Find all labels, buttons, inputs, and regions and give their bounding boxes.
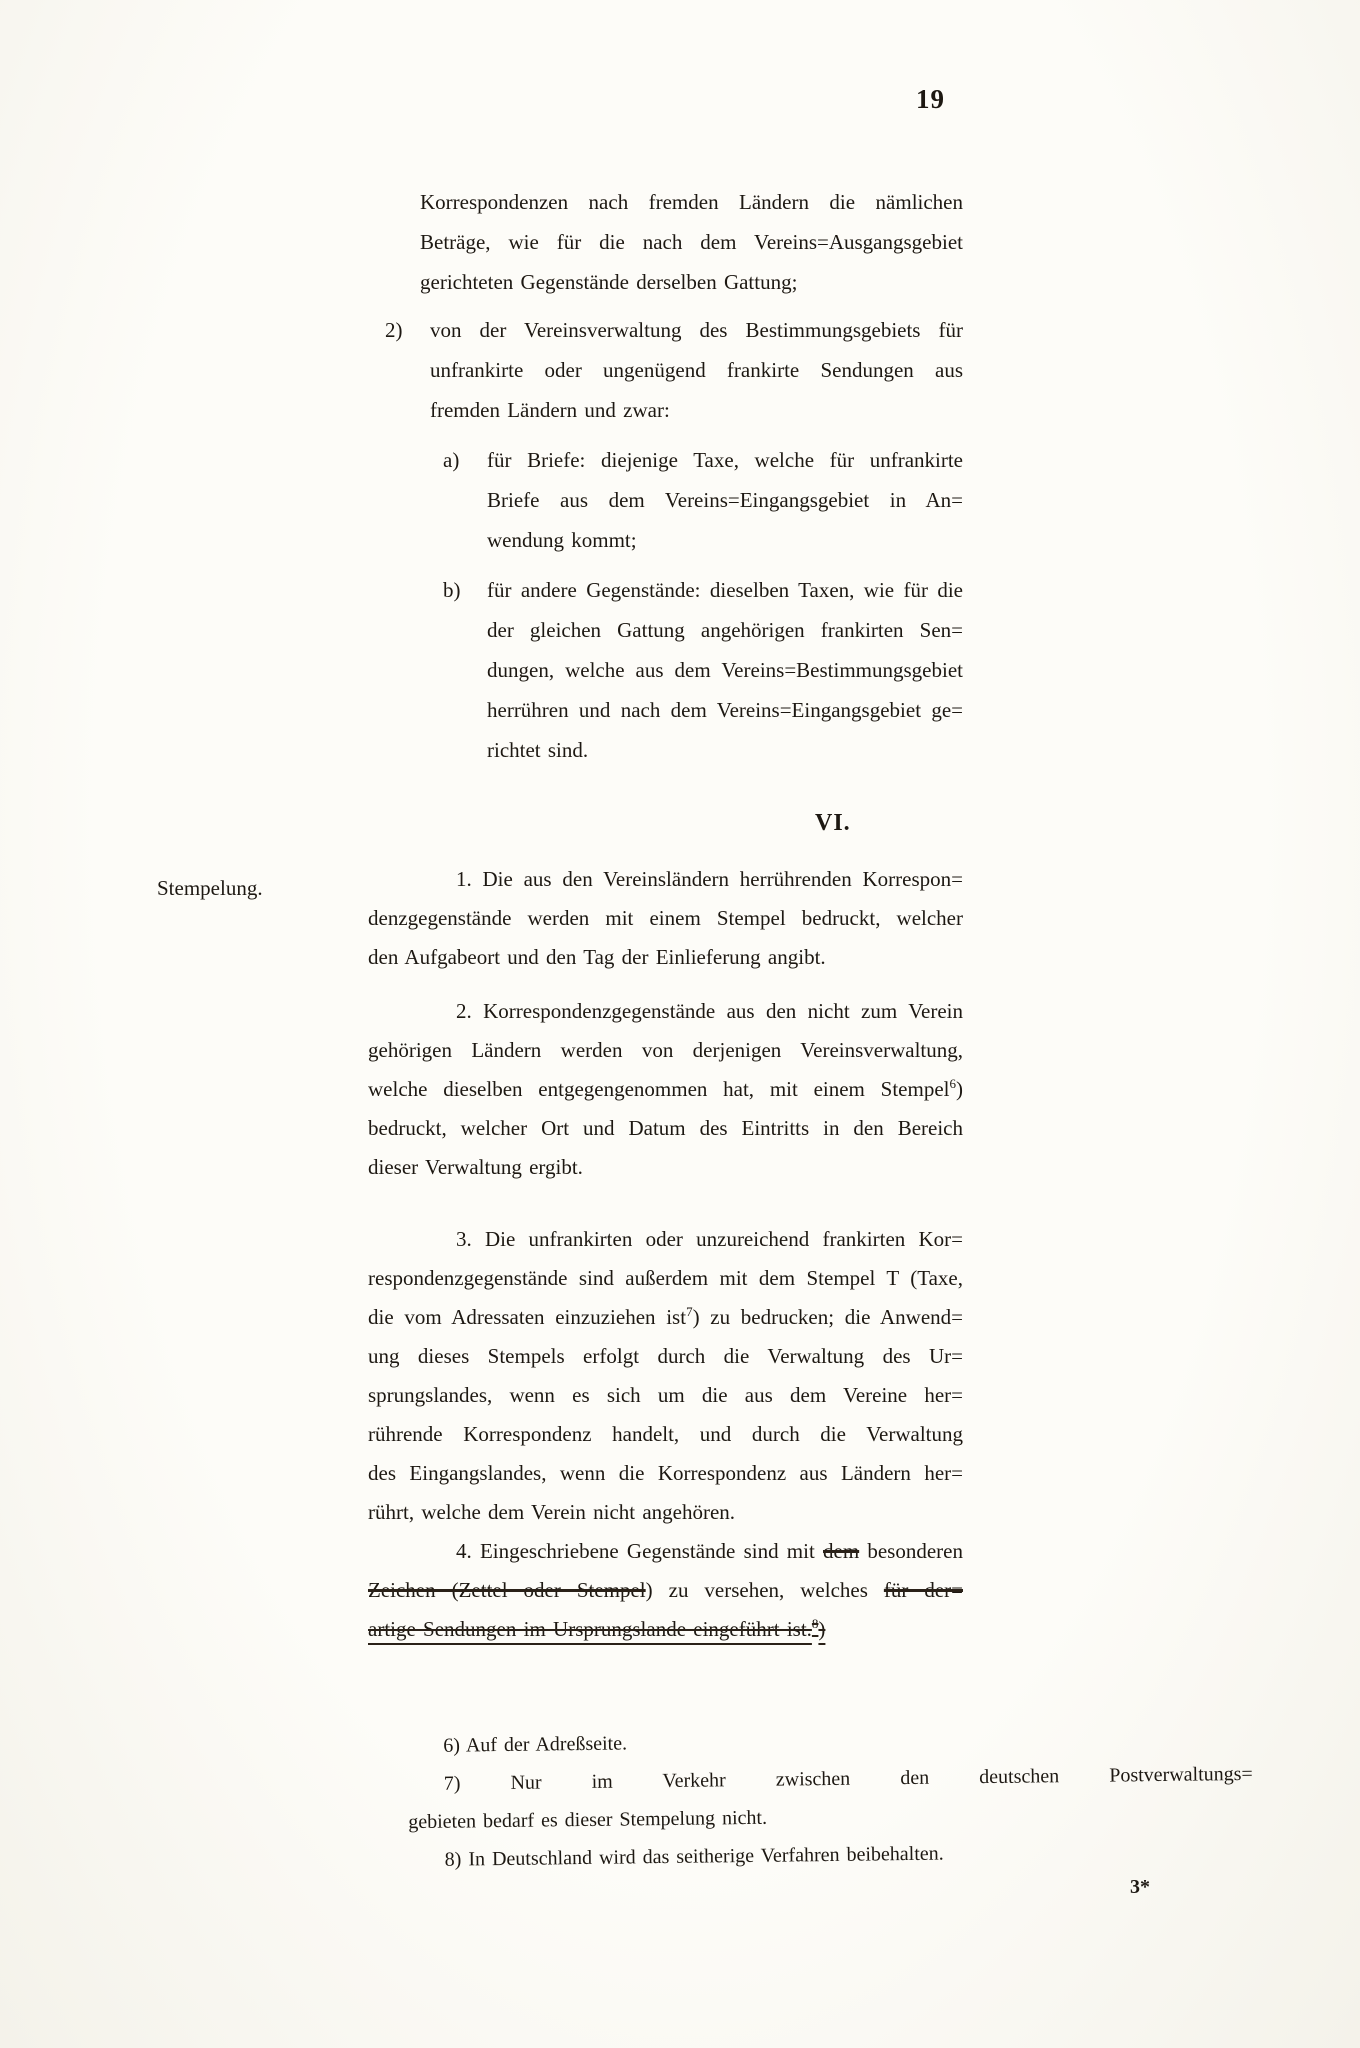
text-segment: des Eingangslandes, wenn die Korrespondenz aus Ländern her= <box>368 1461 963 1485</box>
text-segment: ) zu versehen, welches <box>645 1578 884 1602</box>
text-segment: rührt, welche dem Verein nicht angehören. <box>368 1500 736 1524</box>
text-segment: von der Vereinsverwaltung des Bestimmungsgebiets für <box>430 318 963 342</box>
sub-item-b <box>443 570 963 770</box>
text-segment: herrühren und nach dem Vereins=Eingangsgebiet ge= <box>487 698 963 722</box>
text-line <box>368 1220 963 1259</box>
text-line <box>430 390 963 430</box>
section-heading-vi: VI. <box>815 810 851 836</box>
text-segment: sprungslandes, wenn es sich um die aus dem Vereine her= <box>368 1383 963 1407</box>
footnotes-block <box>407 1717 1254 1879</box>
sub-item-a-lines <box>487 440 963 560</box>
text-line <box>368 1148 963 1187</box>
text-line <box>368 1376 963 1415</box>
text-line <box>430 310 963 350</box>
sub-item-a <box>443 440 963 560</box>
struck-text-segment: dem <box>823 1539 860 1563</box>
text-line <box>368 1610 963 1649</box>
text-line <box>487 650 963 690</box>
text-segment: Beträge, wie für die nach dem Vereins=Ausgangsgebiet <box>420 230 963 254</box>
text-line <box>420 262 963 302</box>
paragraph-2 <box>368 992 963 1187</box>
text-line <box>368 1298 963 1337</box>
text-segment: für Briefe: diejenige Taxe, welche für unfrankirte <box>487 448 963 472</box>
text-line <box>420 182 963 222</box>
main-paragraphs <box>368 860 963 1649</box>
text-line <box>487 730 963 770</box>
text-segment: bedruckt, welcher Ort und Datum des Eintritts in den Bereich <box>368 1116 963 1140</box>
text-line <box>420 222 963 262</box>
text-segment: fremden Ländern und zwar: <box>430 398 670 422</box>
sub-item-a-marker: a) <box>443 448 460 472</box>
text-segment: ) zu bedrucken; die Anwend= <box>692 1305 963 1329</box>
text-segment: ung dieses Stempels erfolgt durch die Verwaltung des Ur= <box>368 1344 963 1368</box>
text-line <box>368 1031 963 1070</box>
text-segment: den Aufgabeort und den Tag der Einlieferung angibt. <box>368 945 826 969</box>
text-segment: wendung kommt; <box>487 528 637 552</box>
struck-text-segment: artige Sendungen im Ursprungslande eingeführt ist. <box>368 1617 812 1641</box>
margin-note-stempelung: Stempelung. <box>157 876 263 900</box>
sub-item-b-marker: b) <box>443 578 461 602</box>
text-segment: Briefe aus dem Vereins=Eingangsgebiet in An= <box>487 488 963 512</box>
text-line <box>487 520 963 560</box>
text-segment: rührende Korrespondenz handelt, und durch die Verwaltung <box>368 1422 963 1446</box>
paragraph-1 <box>368 860 963 977</box>
text-segment: 1. Die aus den Vereinsländern herrührenden Korrespon= <box>456 867 963 891</box>
text-line <box>368 992 963 1031</box>
text-segment: gehörigen Ländern werden von derjenigen Vereinsverwaltung, <box>368 1038 963 1062</box>
text-line <box>368 1493 963 1532</box>
text-line <box>368 938 963 977</box>
text-segment: Korrespondenzen nach fremden Ländern die nämlichen <box>420 190 963 214</box>
text-line <box>487 690 963 730</box>
text-segment: besonderen <box>859 1539 963 1563</box>
text-segment: welche dieselben entgegengenommen hat, mit einem Stempel <box>368 1077 950 1101</box>
footnote-reference: 6 <box>949 1076 956 1091</box>
text-segment: gebieten bedarf es dieser Stempelung nicht. <box>408 1806 768 1834</box>
paragraph-3 <box>368 1220 963 1532</box>
text-segment: respondenzgegenstände sind außerdem mit dem Stempel T (Taxe, <box>368 1266 963 1290</box>
text-segment: der gleichen Gattung angehörigen frankirten Sen= <box>487 618 963 642</box>
text-line <box>368 1415 963 1454</box>
text-segment: gerichteten Gegenstände derselben Gattung; <box>420 270 798 294</box>
struck-text-segment: Zeichen (Zettel oder Stempel <box>368 1578 646 1602</box>
text-line <box>487 440 963 480</box>
text-segment: 3. Die unfrankirten oder unzureichend frankirten Kor= <box>456 1227 963 1251</box>
list-item-2 <box>385 310 963 430</box>
text-line <box>368 899 963 938</box>
signature-mark: 3* <box>1130 1876 1150 1898</box>
sub-item-b-lines <box>487 570 963 770</box>
text-line <box>368 1337 963 1376</box>
list-item-2-marker: 2) <box>385 318 403 342</box>
text-line <box>368 1571 963 1610</box>
text-segment: ) <box>956 1077 963 1101</box>
text-segment: dieser Verwaltung ergibt. <box>368 1155 583 1179</box>
paragraph-4 <box>368 1532 963 1649</box>
footnote-reference: 7 <box>686 1304 693 1319</box>
text-segment: 7) Nur im Verkehr zwischen den deutschen Postverwaltungs= <box>443 1762 1253 1795</box>
text-segment: die vom Adressaten einzuziehen ist <box>368 1305 687 1329</box>
text-segment: denzgegenstände werden mit einem Stempel bedruckt, welcher <box>368 906 963 930</box>
text-line <box>368 1070 963 1109</box>
page-number: 19 <box>916 84 945 114</box>
text-line <box>368 1259 963 1298</box>
text-segment: richtet sind. <box>487 738 589 762</box>
text-segment: 4. Eingeschriebene Gegenstände sind mit <box>456 1539 823 1563</box>
text-line <box>430 350 963 390</box>
text-line <box>487 610 963 650</box>
struck-text-segment: 8 <box>811 1616 819 1631</box>
text-line <box>368 1109 963 1148</box>
text-line <box>368 860 963 899</box>
struck-text-segment: für der= <box>883 1578 963 1602</box>
text-segment: 2. Korrespondenzgegenstände aus den nicht zum Verein <box>456 999 963 1023</box>
struck-text-segment: ) <box>818 1617 826 1641</box>
text-segment: unfrankirte oder ungenügend frankirte Sendungen aus <box>430 358 963 382</box>
text-line <box>487 570 963 610</box>
text-segment: 6) Auf der Adreßseite. <box>443 1732 628 1757</box>
hanging-indent-list-block <box>385 182 963 770</box>
text-segment: für andere Gegenstände: dieselben Taxen, wie für die <box>487 578 963 602</box>
list-item-2-lines <box>430 310 963 430</box>
text-line <box>368 1454 963 1493</box>
list-item-1-continuation <box>420 182 963 302</box>
text-segment: 8) In Deutschland wird das seitherige Verfahren beibehalten. <box>444 1842 944 1871</box>
text-segment: dungen, welche aus dem Vereins=Bestimmungsgebiet <box>487 658 963 682</box>
text-line <box>368 1532 963 1571</box>
text-line <box>487 480 963 520</box>
